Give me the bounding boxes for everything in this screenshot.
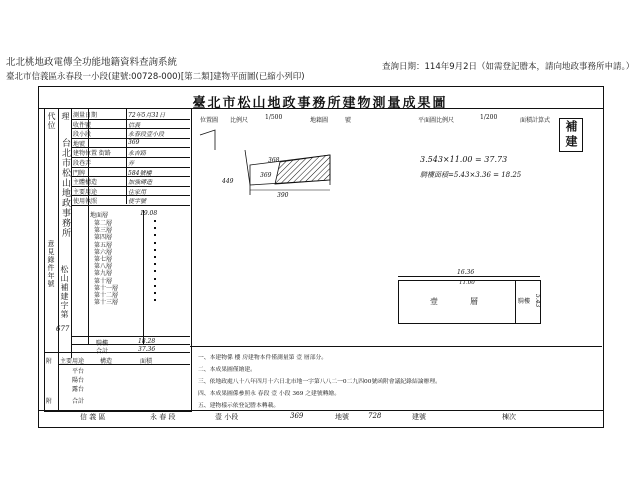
field-value: 永吉路: [128, 150, 147, 158]
field-label: 門牌: [73, 169, 86, 177]
footer-district: 信 義 區: [80, 413, 106, 421]
field-label: 使用執照: [73, 198, 98, 206]
floor-row-label: 第七層: [94, 256, 113, 263]
floor-row-marker: [154, 299, 156, 301]
plan-scale-label: 平面圖比例尺: [418, 117, 455, 124]
note-5: 五、建物樣示依登記謄本轉載。: [198, 403, 280, 409]
floor-row-label: 第十二層: [94, 292, 119, 299]
field-value: 369: [128, 138, 140, 146]
floor-row-label: 第十層: [94, 277, 113, 285]
plan-dim-inner: 11.00: [459, 280, 475, 286]
bl-row-4: 合計: [72, 398, 85, 405]
field-value: 住家用: [128, 188, 147, 196]
footer-section: 永 春 段: [150, 413, 176, 421]
bl-row-2: 陽台: [72, 377, 85, 384]
map-label: 地籍圖: [310, 117, 329, 124]
bl-row-1: 平台: [72, 368, 85, 375]
floor-plan-main: [398, 280, 516, 324]
field-label: 主要用途: [73, 188, 98, 196]
floor-row-label: 第九層: [94, 270, 113, 278]
office-label: 台北市松山地政事務所: [60, 138, 70, 238]
floor-row-marker: [154, 242, 156, 244]
footer-sheet: 棟次: [502, 413, 516, 421]
floor-row-marker: [154, 227, 156, 229]
calc-line-1: 3.543×11.00 = 37.73: [420, 155, 508, 164]
field-value: 弄: [128, 160, 135, 167]
floor-row-marker: [154, 249, 156, 251]
field-label: 主體構造: [73, 179, 98, 187]
floor-row-marker: [154, 234, 156, 236]
bl-col-b: 主要用途: [60, 358, 85, 365]
scale-label: 比例尺: [230, 117, 249, 124]
floor-row-label: 第十一層: [94, 284, 119, 292]
field-value: 永春段壹小段: [128, 131, 165, 139]
field-label: 地號: [73, 140, 86, 148]
floor-row-marker: [154, 270, 156, 272]
floor-row-label: 第六層: [94, 248, 113, 256]
field-value: 584號樓: [128, 169, 152, 177]
note-4: 四、本成果圖係參照永 春段 壹 小段 369 之建號轉繪。: [198, 391, 341, 397]
note-1: 一、本建物係 樓 房建物本件僅測量第 壹 層部分。: [198, 355, 328, 361]
bl-col-a: 附: [46, 358, 53, 365]
plan-dim-top: 16.36: [457, 269, 475, 276]
field-value: 信義: [128, 121, 141, 129]
floor-row-label: 第三層: [94, 227, 113, 235]
record-line: 臺北市信義區永春段一小段(建號:00728-000)[第二類]建物平面圖(已縮小列印): [6, 72, 305, 82]
field-label: 段巷弄: [73, 160, 92, 167]
map-no: 號: [345, 117, 352, 124]
floor-row-label: 第十三層: [94, 299, 119, 307]
survey-label: 松山補建字第: [60, 265, 69, 319]
floor-row-label: 第八層: [94, 263, 113, 271]
field-label: 測量日期: [73, 112, 98, 119]
floor-row-marker: [154, 278, 156, 280]
position-label: 位置圖: [200, 117, 219, 124]
plan-dim-side: 5.43: [534, 294, 541, 308]
bl-col-d: 面積: [140, 358, 153, 365]
plan-label-a: 壹: [430, 297, 438, 306]
bl-row-3: 露台: [72, 386, 85, 393]
system-title: 北北桃地政電傳全功能地籍資料查詢系統: [6, 57, 178, 68]
floor-row-label: 第四層: [94, 234, 113, 242]
total-value: 37.36: [138, 346, 156, 353]
col1-title: 代位: [47, 112, 56, 130]
floor-row-label: 第二層: [94, 220, 113, 227]
query-date: 查詢日期：114年9月2日（如需登記謄本，請向地政事務所申請。）: [382, 62, 635, 72]
floor-header-value: 19.08: [140, 210, 158, 217]
footer-bldg-no: 728: [368, 412, 382, 420]
survey-no: 677: [56, 325, 70, 333]
floor-header-label: 地面層: [90, 212, 109, 219]
calc-line-2: 騎樓面積=5.43×3.36 = 18.25: [420, 171, 522, 179]
floor-row-marker: [154, 292, 156, 294]
note-2: 二、本成果圖僅繪建。: [198, 367, 256, 373]
field-label: 段小段: [73, 131, 92, 139]
col2-title: 理: [61, 112, 70, 121]
field-value: 72年5月31日: [128, 112, 166, 119]
note-3: 三、依地政處八十八年四月十六日北市地一字第八八二一0二九四00號函附會議紀錄結論辦理。: [198, 379, 441, 385]
document-title: 臺北市松山地政事務所建物測量成果圖: [192, 96, 448, 111]
calc-label: 面積計算式: [520, 117, 551, 124]
plan-label-b: 層: [470, 297, 478, 306]
total-label: 合計: [96, 348, 109, 355]
field-value: 使字號: [128, 198, 147, 206]
field-label: 收件號: [73, 121, 92, 129]
site-dim-small: 369: [260, 172, 272, 179]
footer-lot-label: 地號: [335, 413, 349, 421]
floor-row-marker: [154, 263, 156, 265]
misc-label: 意見錄件年號: [47, 240, 55, 288]
field-label: 建物位置 街路: [73, 150, 111, 158]
floor-row-marker: [154, 256, 156, 258]
footer-bldg-label: 建號: [412, 413, 426, 421]
bl-footer-col: 附: [46, 398, 53, 405]
floor-row-marker: [154, 220, 156, 222]
floor-row-label: 第五層: [94, 241, 113, 249]
subtotal-value: 18.28: [138, 338, 156, 345]
scale-value: 1/500: [265, 114, 283, 121]
footer-lot-no: 369: [290, 412, 304, 420]
field-value: 加強磚造: [128, 179, 153, 187]
site-dim-left: 449: [222, 178, 234, 185]
footer-subsection: 壹 小段: [215, 413, 239, 421]
subtotal-label: 騎樓: [96, 340, 109, 347]
site-sketch: [190, 110, 410, 210]
site-dim-top: 368: [268, 157, 280, 164]
stamp: 補建: [559, 118, 583, 152]
bl-col-c: 構造: [100, 358, 113, 365]
plan-label-c: 騎樓: [518, 298, 531, 305]
plan-scale-value: 1/200: [480, 114, 498, 121]
site-dim-bottom: 390: [277, 192, 289, 199]
floor-row-marker: [154, 285, 156, 287]
